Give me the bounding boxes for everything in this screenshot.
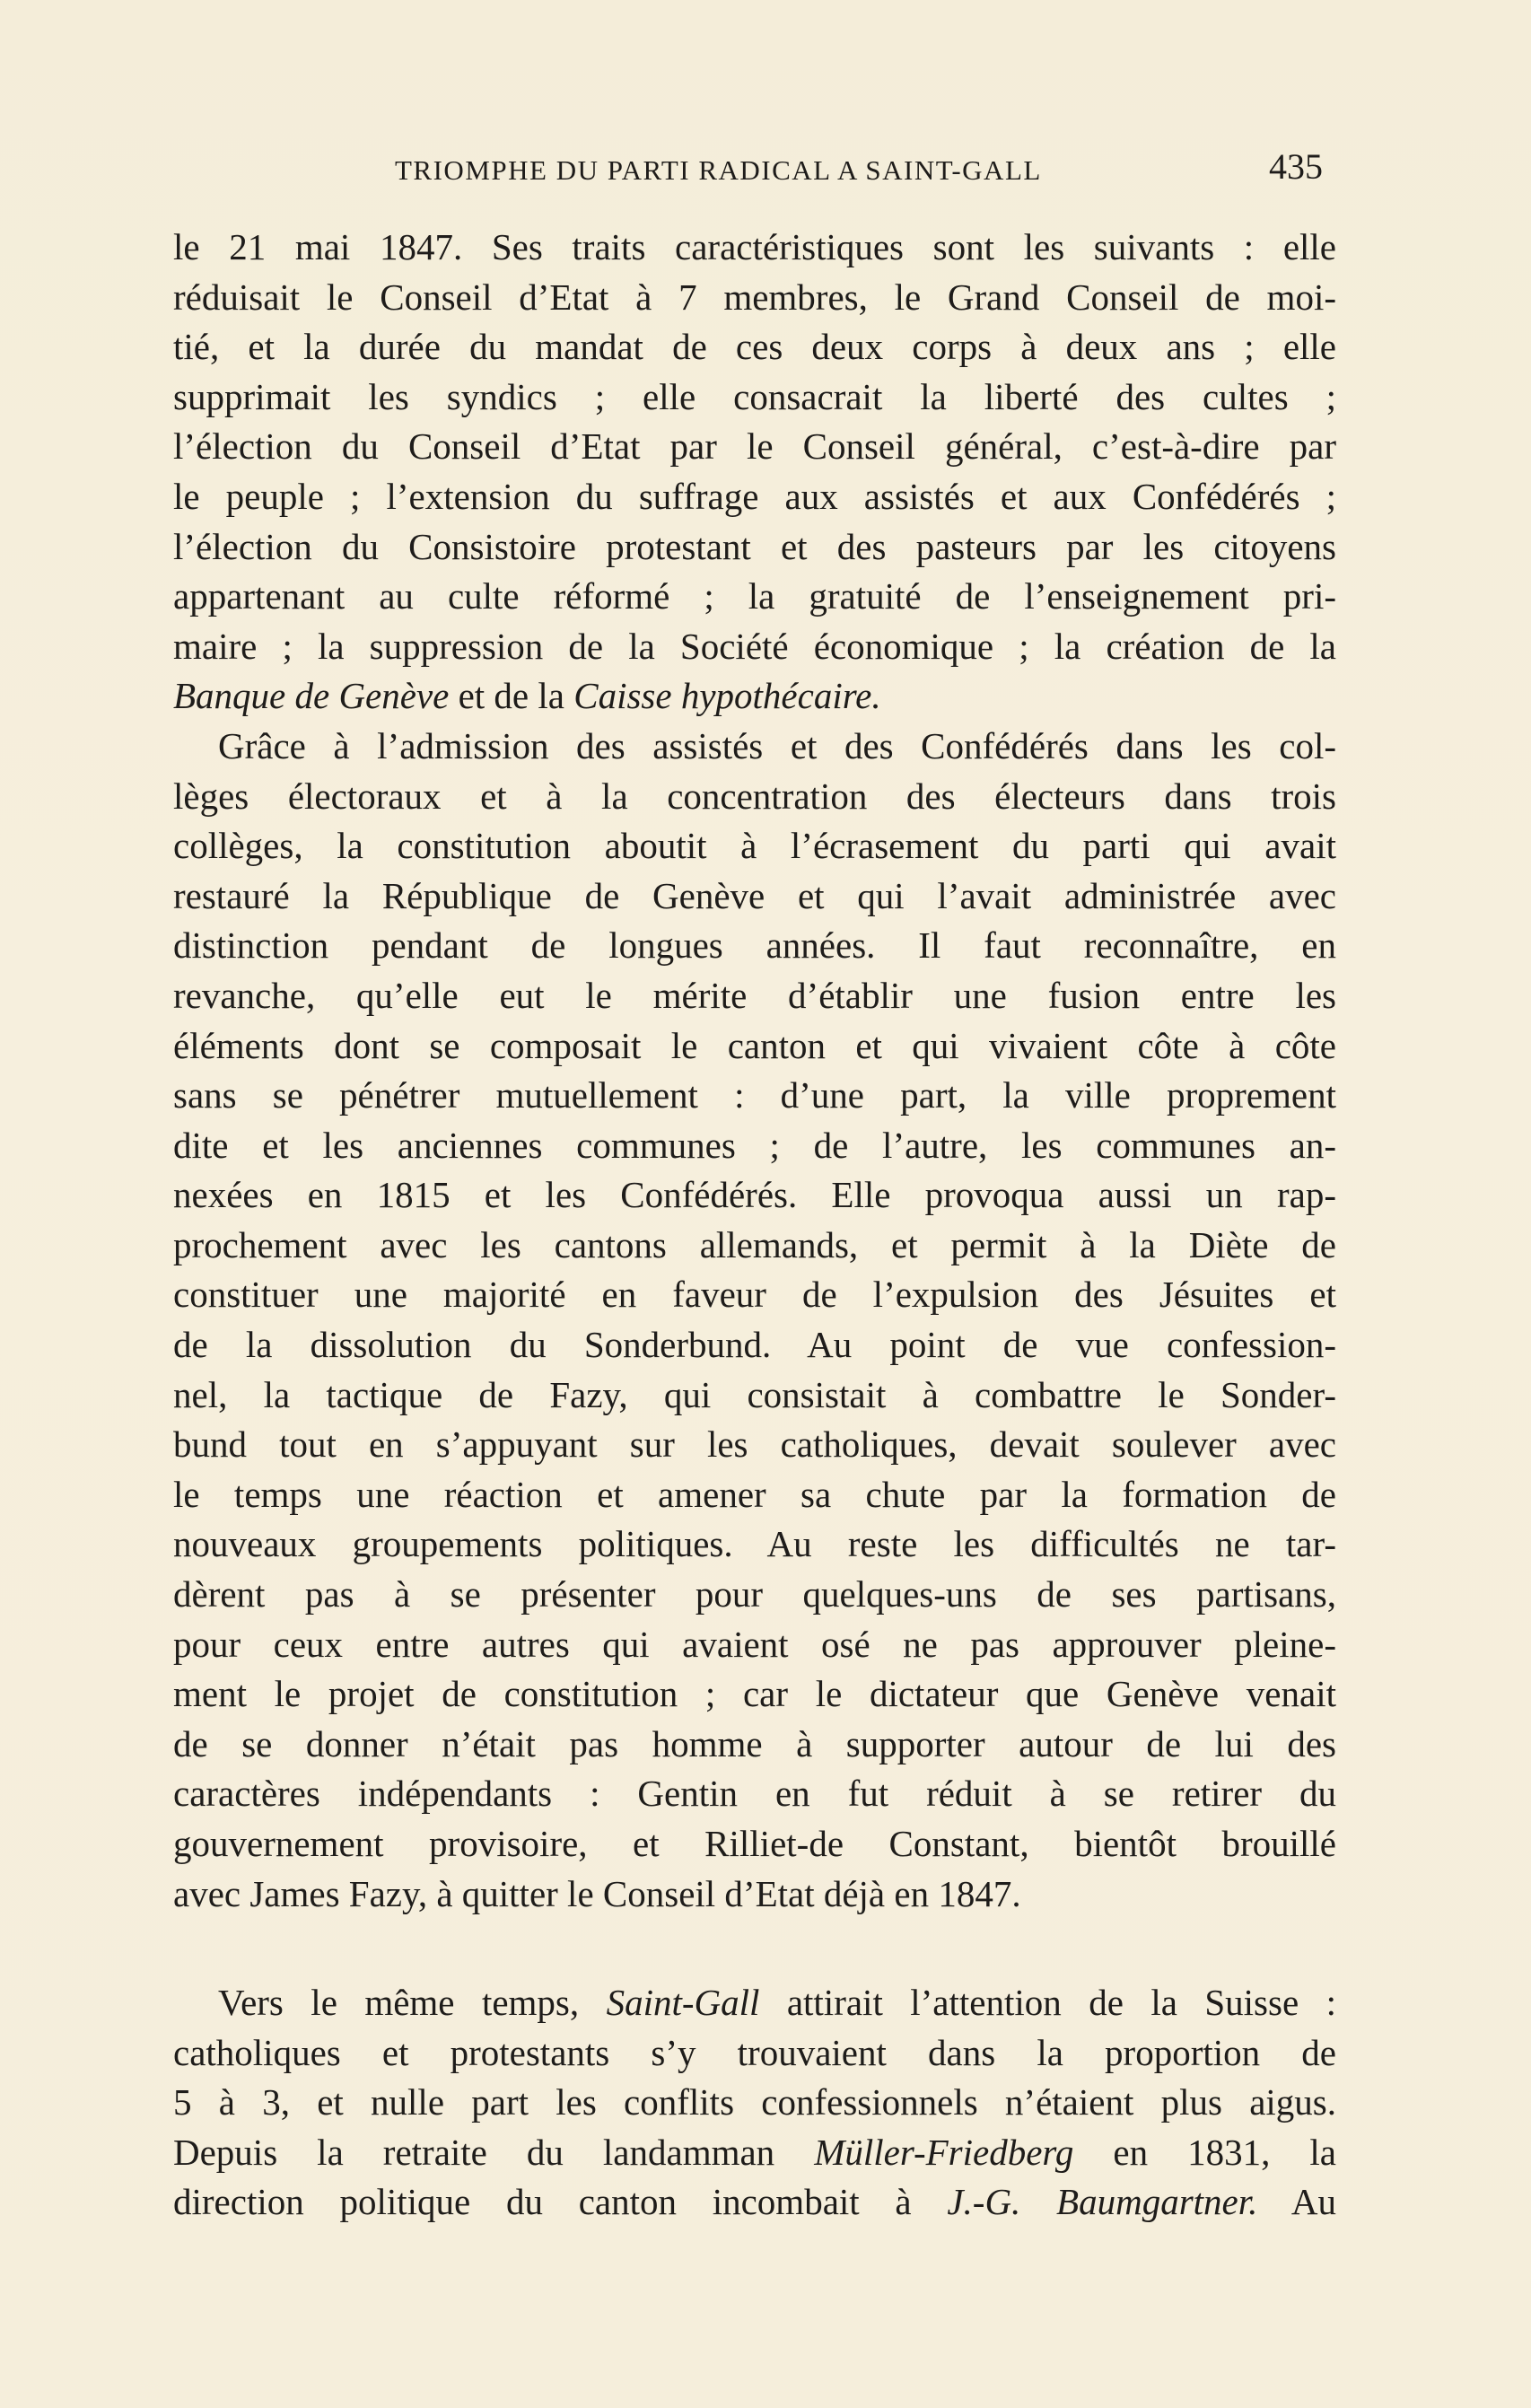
text-run: attirait l’attention de la Suisse :: [759, 1982, 1336, 2023]
text-run: ment le projet de constitution ; car le dictateur que Genève venait: [173, 1673, 1336, 1715]
text-line: [173, 1221, 1336, 1271]
text-line: [173, 971, 1336, 1021]
text-line: [173, 871, 1336, 922]
text-run: caractères indépendants : Gentin en fut réduit à se retirer du: [173, 1773, 1336, 1815]
text-line: [173, 1121, 1336, 1171]
text-run: revanche, qu’elle eut le mérite d’établir une fusion entre les: [173, 974, 1336, 1016]
text-run: catholiques et protestants s’y trouvaient dans la proportion de: [173, 2031, 1336, 2073]
text-line: [173, 772, 1336, 822]
text-run: en 1831, la: [1073, 2131, 1336, 2173]
text-run: le 21 mai 1847. Ses traits caractéristiques sont les suivants : elle: [173, 226, 1336, 267]
text-run: nel, la tactique de Fazy, qui consistait à combattre le Sonder-: [173, 1373, 1336, 1415]
text-run: direction politique du canton incombait à: [173, 2181, 948, 2223]
text-run: restauré la République de Genève et qui l’avait administrée avec: [173, 874, 1336, 916]
text-run: le peuple ; l’extension du suffrage aux assistés et aux Confédérés ;: [173, 475, 1336, 517]
text-line: [173, 1021, 1336, 1072]
paragraph-block-2: [173, 1978, 1336, 2228]
text-run: prochement avec les cantons allemands, et permit à la Diète de: [173, 1223, 1336, 1265]
text-run: maire ; la suppression de la Société économique ; la création de la: [173, 625, 1336, 667]
text-run: nexées en 1815 et les Confédérés. Elle provoqua aussi un rap-: [173, 1174, 1336, 1216]
text-run: dèrent pas à se présenter pour quelques-uns de ses partisans,: [173, 1573, 1336, 1616]
text-run: bund tout en s’appuyant sur les catholiques, devait soulever avec: [173, 1423, 1336, 1466]
text-line: [173, 722, 1336, 772]
text-run: Vers le même temps,: [218, 1982, 607, 2023]
text-run: nouveaux groupements politiques. Au reste les difficultés ne tar-: [173, 1523, 1336, 1565]
text-line: [173, 1869, 1336, 1920]
text-run: 5 à 3, et nulle part les conflits confessionnels n’étaient plus aigus.: [173, 2081, 1336, 2123]
text-run: de se donner n’était pas homme à supporter autour de lui des: [173, 1722, 1336, 1764]
text-line: [173, 1669, 1336, 1720]
text-line: [173, 921, 1336, 971]
text-run: tié, et la durée du mandat de ces deux corps à deux ans ; elle: [173, 326, 1336, 368]
italic-text: Saint-Gall: [606, 1982, 760, 2023]
text-run: appartenant au culte réformé ; la gratuité de l’enseignement pri-: [173, 575, 1336, 617]
text-run: de la dissolution du Sonderbund. Au point de vue confession-: [173, 1324, 1336, 1366]
text-line: [173, 1570, 1336, 1620]
text-run: Au: [1257, 2181, 1336, 2223]
text-run: l’élection du Conseil d’Etat par le Conseil général, c’est-à-dire par: [173, 425, 1336, 468]
text-line: [173, 2128, 1336, 2178]
text-line: [173, 273, 1336, 323]
text-run: éléments dont se composait le canton et qui vivaient côte à côte: [173, 1024, 1336, 1066]
text-run: avec James Fazy, à quitter le Conseil d’Etat déjà en 1847.: [173, 1872, 1021, 1914]
italic-text: Banque de Genève: [173, 675, 450, 717]
text-run: supprimait les syndics ; elle consacrait la liberté des cultes ;: [173, 375, 1336, 417]
paragraph-block-1: [173, 223, 1336, 1919]
text-line: [173, 1620, 1336, 1670]
text-line: [173, 1720, 1336, 1770]
italic-text: Müller-Friedberg: [814, 2131, 1074, 2173]
text-line: [173, 622, 1336, 672]
text-run: dite et les anciennes communes ; de l’autre, les communes an-: [173, 1124, 1336, 1166]
text-line: [173, 1819, 1336, 1869]
text-line: [173, 1769, 1336, 1819]
text-run: gouvernement provisoire, et Rilliet-de Constant, bientôt brouillé: [173, 1823, 1336, 1864]
text-run: le temps une réaction et amener sa chute par la formation de: [173, 1473, 1336, 1515]
text-line: [173, 1978, 1336, 2028]
text-line: [173, 572, 1336, 622]
text-line: [173, 2028, 1336, 2079]
text-line: [173, 372, 1336, 423]
text-run: Depuis la retraite du landamman: [173, 2131, 815, 2173]
text-line: [173, 223, 1336, 273]
text-run: sans se pénétrer mutuellement : d’une part, la ville proprement: [173, 1074, 1336, 1116]
text-run: collèges, la constitution aboutit à l’écrasement du parti qui avait: [173, 825, 1336, 867]
text-run: constituer une majorité en faveur de l’expulsion des Jésuites et: [173, 1274, 1336, 1316]
text-line: [173, 1519, 1336, 1570]
text-line: [173, 472, 1336, 522]
text-line: [173, 1370, 1336, 1421]
text-line: [173, 1420, 1336, 1470]
text-run: pour ceux entre autres qui avaient osé ne pas approuver pleine-: [173, 1623, 1336, 1665]
text-line: [173, 2078, 1336, 2128]
text-line: [173, 1170, 1336, 1221]
text-run: réduisait le Conseil d’Etat à 7 membres, le Grand Conseil de moi-: [173, 276, 1336, 318]
text-line: [173, 422, 1336, 472]
text-line: [173, 2177, 1336, 2228]
italic-text: J.-G. Baumgartner.: [947, 2181, 1258, 2223]
text-line: [173, 322, 1336, 372]
text-line: [173, 821, 1336, 871]
italic-text: Caisse hypothécaire.: [573, 675, 881, 717]
text-line: [173, 1470, 1336, 1520]
text-run: lèges électoraux et à la concentration des électeurs dans trois: [173, 775, 1336, 817]
text-run: distinction pendant de longues années. Il faut reconnaître, en: [173, 924, 1336, 967]
text-run: l’élection du Consistoire protestant et des pasteurs par les citoyens: [173, 525, 1336, 567]
text-line: [173, 1071, 1336, 1121]
running-title: TRIOMPHE DU PARTI RADICAL A SAINT-GALL: [395, 154, 1042, 186]
page-number: 435: [1269, 146, 1323, 187]
text-run: et de la: [449, 675, 574, 717]
text-line: [173, 1320, 1336, 1370]
text-line: [173, 522, 1336, 573]
text-line: [173, 1270, 1336, 1320]
text-line: [173, 671, 1336, 722]
text-run: Grâce à l’admission des assistés et des Confédérés dans les col-: [218, 724, 1336, 766]
